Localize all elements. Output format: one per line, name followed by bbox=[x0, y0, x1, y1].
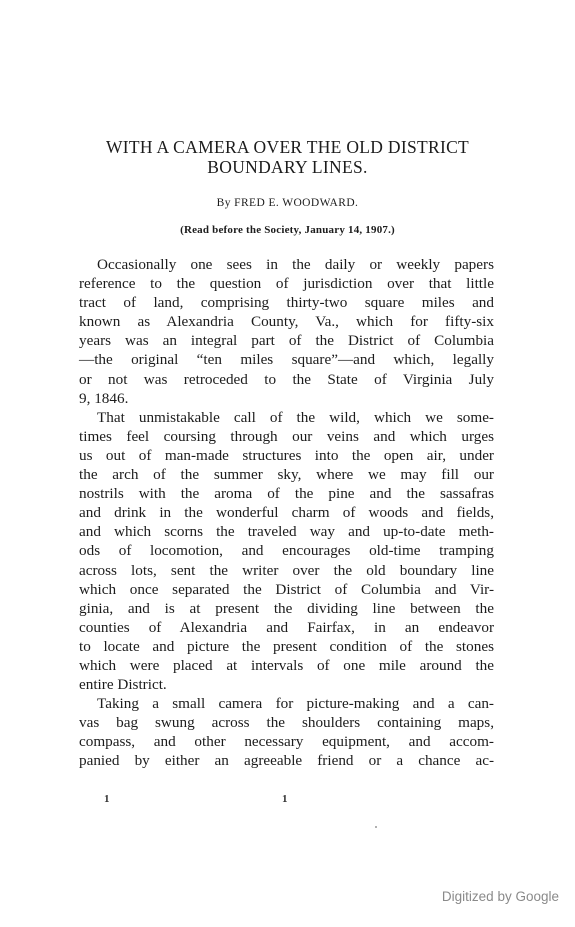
body-line: which once separated the District of Columbia and Vir- bbox=[79, 580, 494, 598]
article-title bbox=[60, 137, 515, 177]
body-line: tract of land, comprising thirty-two square miles and bbox=[79, 294, 494, 312]
body-line: years was an integral part of the District of Columbia bbox=[79, 332, 494, 350]
article-title-line-1: WITH A CAMERA OVER THE OLD DISTRICT bbox=[105, 137, 470, 157]
body-line: That unmistakable call of the wild, which we some- bbox=[97, 408, 494, 426]
body-line: entire District. bbox=[79, 676, 167, 694]
body-line: and which scorns the traveled way and up-to-date meth- bbox=[79, 523, 494, 541]
body-line: —the original “ten miles square”—and which, legally bbox=[79, 351, 494, 369]
body-line: counties of Alexandria and Fairfax, in an endeavor bbox=[79, 618, 494, 636]
author-byline: By FRED E. WOODWARD. bbox=[216, 197, 359, 209]
body-line: ods of locomotion, and encourages old-time tramping bbox=[79, 542, 494, 560]
body-line: nostrils with the aroma of the pine and the sassafras bbox=[79, 485, 494, 503]
body-line: and drink in the wonderful charm of woods and fields, bbox=[79, 504, 494, 522]
body-line: across lots, sent the writer over the old boundary line bbox=[79, 561, 494, 579]
body-line: Occasionally one sees in the daily or weekly papers bbox=[97, 256, 494, 273]
body-line: or not was retroceded to the State of Virginia July bbox=[79, 370, 494, 388]
body-line: ginia, and is at present the dividing line between the bbox=[79, 599, 494, 617]
digitized-watermark: Digitized by Google bbox=[441, 889, 559, 904]
signature-mark-left: 1 bbox=[104, 793, 110, 805]
read-note: (Read before the Society, January 14, 1907.) bbox=[180, 224, 395, 236]
body-line: panied by either an agreeable friend or a chance ac- bbox=[79, 752, 494, 770]
article-body bbox=[79, 255, 494, 771]
body-line: Taking a small camera for picture-making and a can- bbox=[97, 695, 494, 713]
speck-mark bbox=[375, 826, 377, 828]
body-line: known as Alexandria County, Va., which for fifty-six bbox=[79, 313, 494, 331]
body-line: reference to the question of jurisdiction over that little bbox=[79, 275, 494, 293]
signature-mark-right: 1 bbox=[282, 793, 288, 805]
body-line: us out of man-made structures into the open air, under bbox=[79, 446, 494, 464]
body-line: vas bag swung across the shoulders containing maps, bbox=[79, 714, 494, 732]
body-line: which were placed at intervals of one mile around the bbox=[79, 656, 494, 674]
body-line: compass, and other necessary equipment, and accom- bbox=[79, 733, 494, 751]
body-line: to locate and picture the present condition of the stones bbox=[79, 637, 494, 655]
body-line: 9, 1846. bbox=[79, 389, 129, 407]
body-line: times feel coursing through our veins and which urges bbox=[79, 427, 494, 445]
body-line: the arch of the summer sky, where we may fill our bbox=[79, 466, 494, 484]
article-title-line-2: BOUNDARY LINES. bbox=[207, 157, 368, 177]
